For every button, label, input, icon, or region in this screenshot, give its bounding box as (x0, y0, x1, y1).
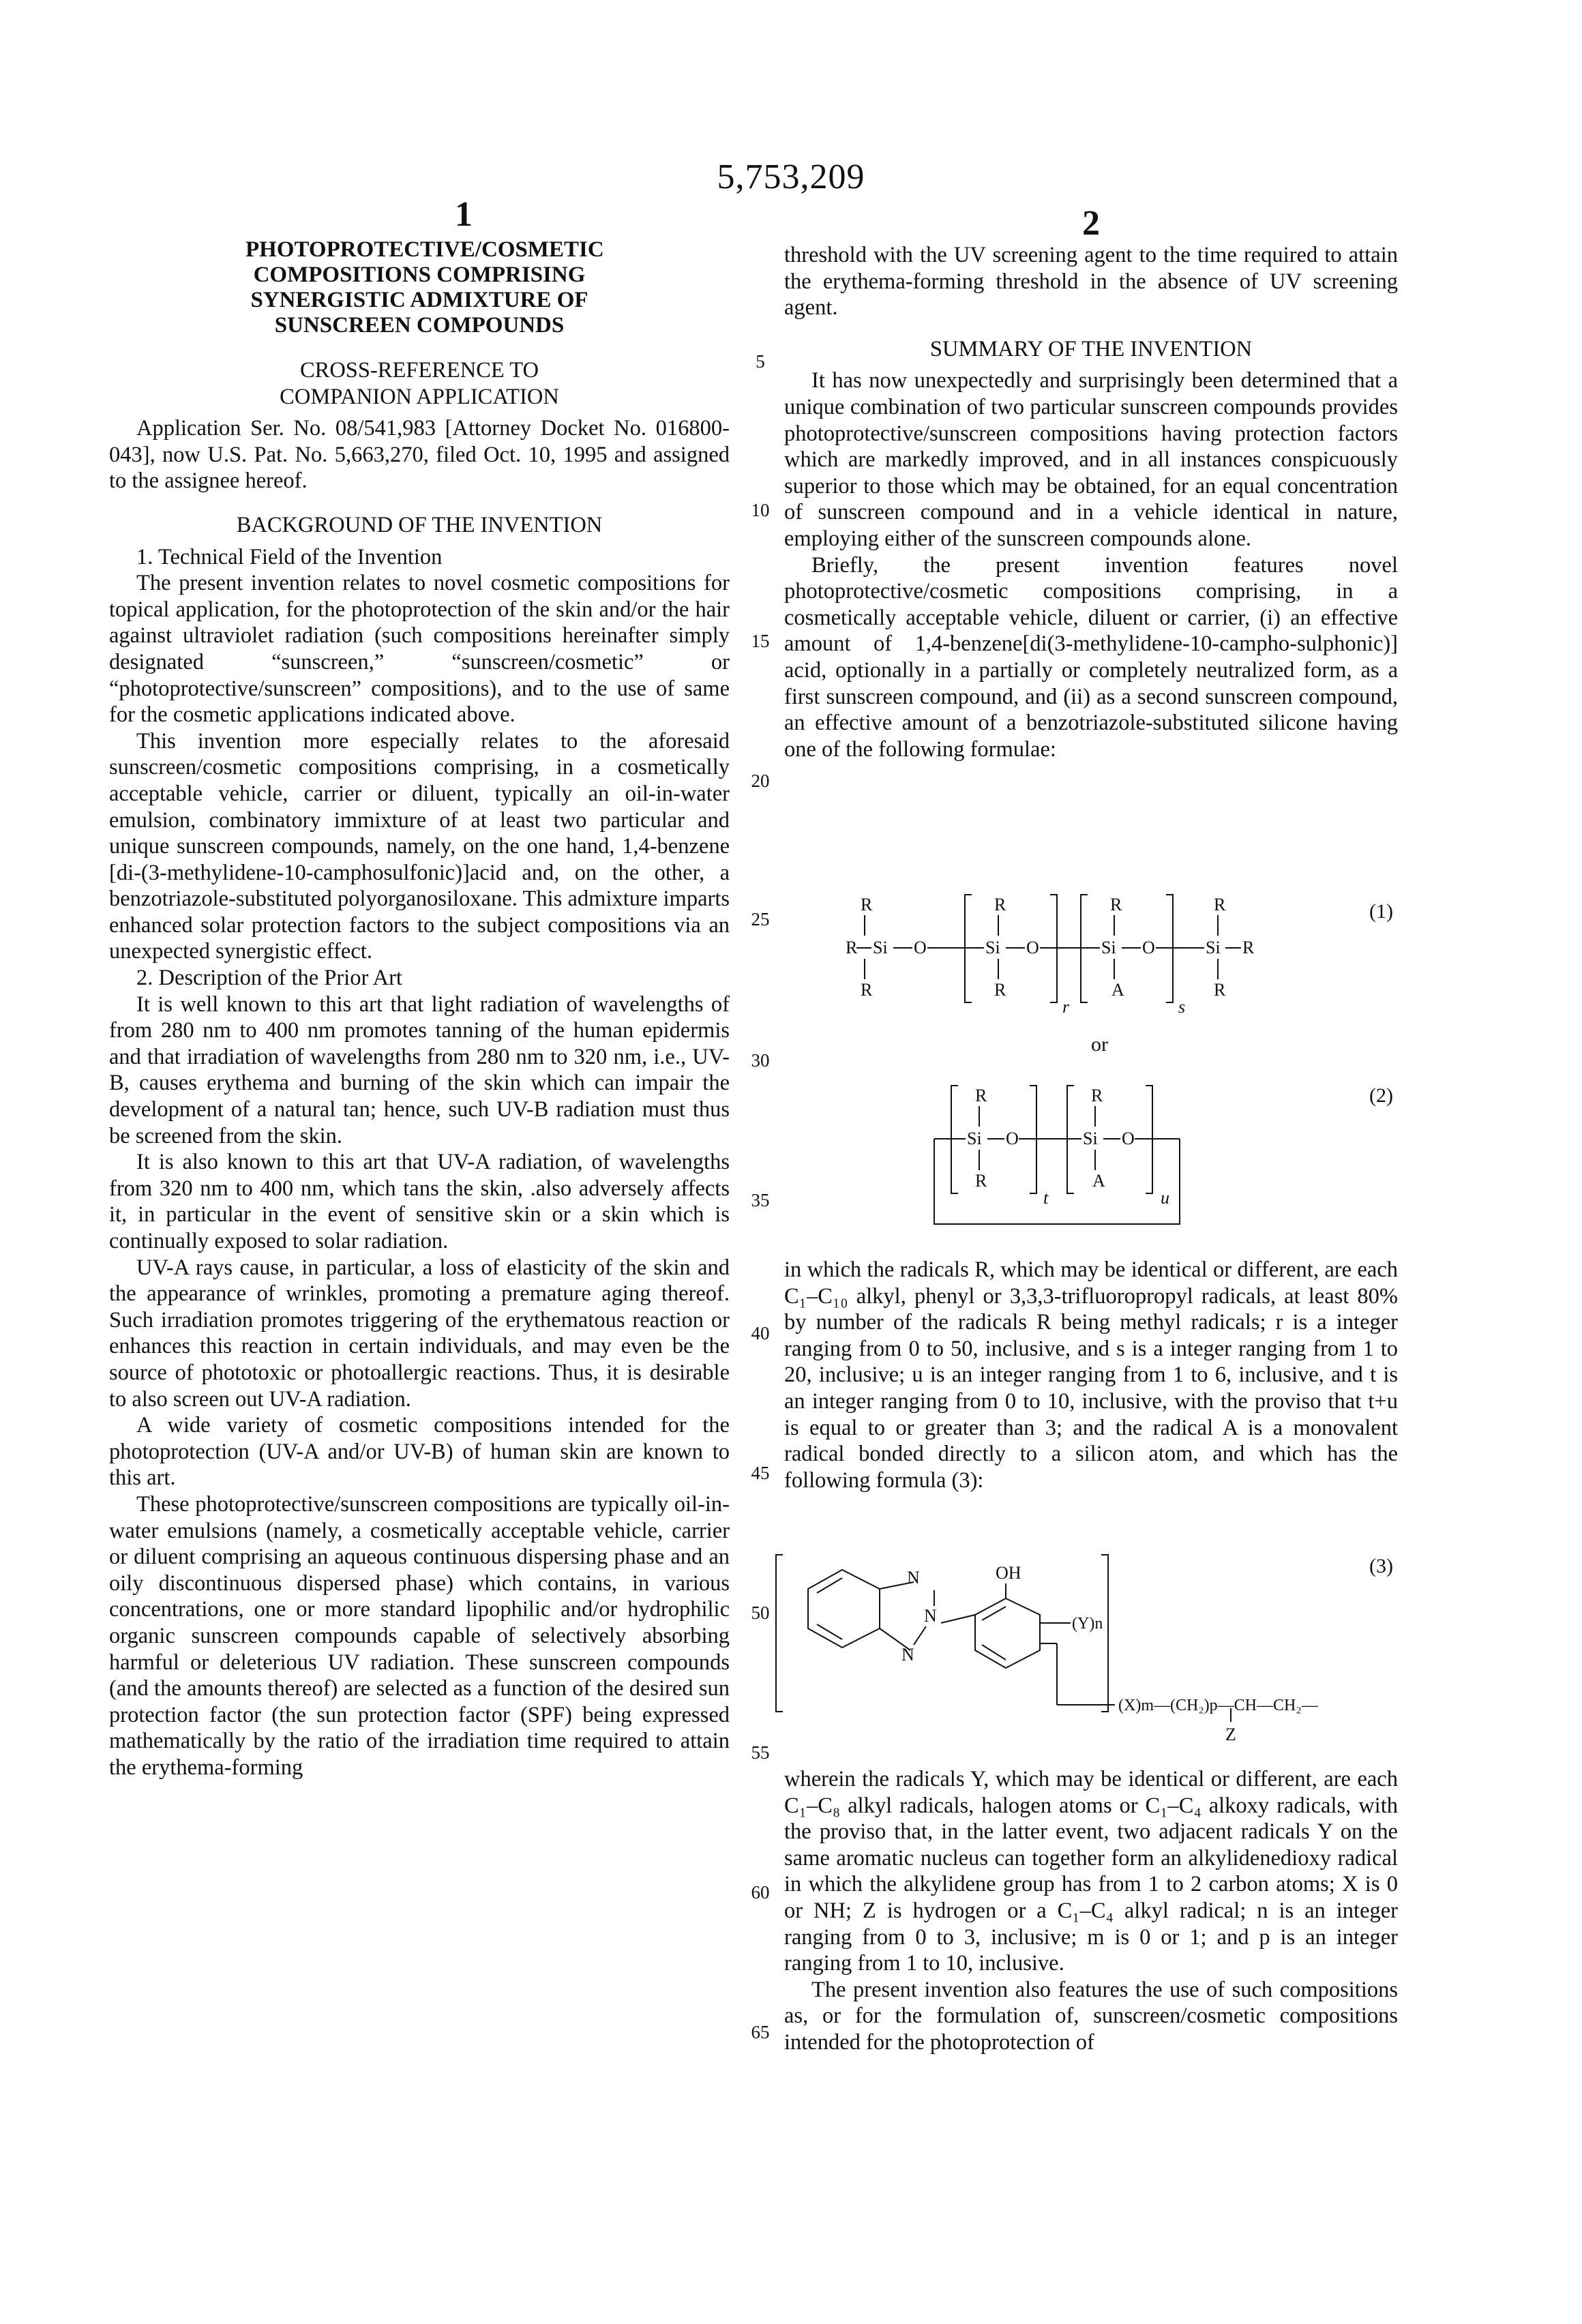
paragraph: Briefly, the present invention features novel photoprotective/cosmetic compositions comprising, in a cosmetically acceptable vehicle, diluent or carrier, (i) an effective amount of 1,4-benzene[di(3-methylidene-10-campho-sulphonic)] acid, optionally in a partially or completely neutralized form, as a first sunscreen compound, and (ii) as a second sunscreen compound, an effective amount of a benzotriazole-substituted silicone having one of the following formulae: (784, 552, 1398, 763)
line-number: 25 (740, 909, 781, 930)
formula-symbol: Si (967, 1129, 982, 1148)
formula-symbol: OH (996, 1563, 1021, 1583)
or-text: or (1091, 1033, 1108, 1056)
formula-symbol: u (1161, 1188, 1169, 1208)
right-column-middle (784, 1257, 1398, 1493)
formula-symbol: N (901, 1645, 914, 1665)
cross-reference-heading: CROSS-REFERENCE TO COMPANION APPLICATION (109, 357, 730, 410)
line-number: 40 (740, 1323, 781, 1344)
patent-title: PHOTOPROTECTIVE/COSMETIC COMPOSITIONS COMPRISING SYNERGISTIC ADMIXTURE OF SUNSCREEN COMPOUNDS (109, 237, 730, 338)
formula-symbol: (X)m—(CH₂)p—CH—CH₂— (1118, 1697, 1319, 1714)
formula-symbol: R (861, 895, 873, 914)
line-number: 20 (740, 771, 781, 792)
line-number: 30 (740, 1050, 781, 1071)
line-number: 50 (740, 1603, 781, 1624)
formula-symbol: A (1092, 1171, 1105, 1191)
prior-art-heading: 2. Description of the Prior Art (109, 965, 730, 992)
formula-symbol: R (994, 980, 1006, 1000)
left-column (109, 237, 730, 1781)
formula-3 (771, 1548, 1357, 1746)
formula-3-label: (3) (1369, 1555, 1393, 1578)
line-number: 15 (740, 631, 781, 652)
formula-symbol: N (907, 1568, 920, 1588)
cross-reference-text: Application Ser. No. 08/541,983 [Attorney Docket No. 016800-043], now U.S. Pat. No. 5,663,270, filed Oct. 10, 1995 and assigned to the assignee hereof. (109, 415, 730, 494)
formula-symbol: Si (1083, 1129, 1098, 1148)
paragraph: These photoprotective/sunscreen compositions are typically oil-in-water emulsions (namely, a cosmetically acceptable vehicle, carrier or diluent comprising an aqueous continuous dispersing phase and an oily discontinuous dispersed phase) which contains, in various concentrations, one or more standard lipophilic and/or hydrophilic organic sunscreen compounds capable of selectively absorbing harmful or deleterious UV radiation. These sunscreen compounds (and the amounts thereof) are selected as a function of the desired sun protection factor (the sun protection factor (SPF) being expressed mathematically by the ratio of the irradiation time required to attain the erythema-forming (109, 1491, 730, 1781)
line-number: 55 (740, 1742, 781, 1763)
paragraph: A wide variety of cosmetic compositions intended for the photoprotection (UV-A and/or UV-B) of human skin are known to this art. (109, 1412, 730, 1491)
paragraph: threshold with the UV screening agent to the time required to attain the erythema-forming threshold in the absence of UV screening agent. (784, 242, 1398, 321)
formula-symbol: R (1242, 938, 1255, 957)
formula-symbol: Si (1101, 938, 1116, 957)
paragraph: UV-A rays cause, in particular, a loss of elasticity of the skin and the appearance of wrinkles, promoting a premature aging thereof. Such irradiation promotes triggering of the erythematous reaction or enhances this reaction in certain individuals, and may even be the source of phototoxic or photoallergic reactions. Thus, it is desirable to also screen out UV-A radiation. (109, 1255, 730, 1413)
formula-symbol: R (861, 980, 873, 1000)
formula-symbol: A (1111, 980, 1124, 1000)
formula-2 (921, 1077, 1207, 1241)
formula-symbol: N (924, 1606, 937, 1626)
paragraph: in which the radicals R, which may be identical or different, are each C₁–C₁₀ alkyl, phenyl or 3,3,3-trifluoropropyl radicals, at least 80% by number of the radicals R being methyl radicals; r is a integer ranging from 0 to 50, inclusive, and s is a integer ranging from 1 to 20, inclusive; u is an integer ranging from 1 to 6, inclusive, and t is an integer ranging from 0 to 10, inclusive, with the proviso that t+u is equal to or greater than 3; and the radical A is a monovalent radical bonded directly to a silicon atom, and which has the following formula (3): (784, 1257, 1398, 1493)
formula-1 (846, 887, 1323, 1023)
formula-symbol: R (975, 1171, 987, 1191)
background-heading: BACKGROUND OF THE INVENTION (109, 512, 730, 539)
formula-symbol: s (1178, 997, 1185, 1017)
line-number: 65 (740, 2022, 781, 2043)
formula-symbol: r (1062, 997, 1070, 1017)
technical-field-heading: 1. Technical Field of the Invention (109, 544, 730, 571)
column-number-left: 1 (436, 194, 491, 235)
paragraph: The present invention relates to novel cosmetic compositions for topical application, for the photoprotection of the skin and/or the hair against ultraviolet radiation (such compositions hereinafter simply designated “sunscreen,” “sunscreen/cosmetic” or “photoprotective/sunscreen” compositions), and to the use of same for the cosmetic applications indicated above. (109, 570, 730, 728)
formula-symbol: Si (1206, 938, 1221, 957)
formula-symbol: O (1122, 1129, 1135, 1148)
right-column-bottom (784, 1766, 1398, 2056)
paragraph: It is also known to this art that UV-A radiation, of wavelengths from 320 nm to 400 nm, which tans the skin, .also adversely affects it, in particular in the event of sensitive skin or a skin which is continually exposed to solar radiation. (109, 1149, 730, 1254)
line-number: 35 (740, 1190, 781, 1211)
paragraph: It has now unexpectedly and surprisingly been determined that a unique combination of two particular sunscreen compounds provides photoprotective/sunscreen compositions having protection factors which are markedly improved, and in all instances conspicuously superior to those which may be obtained, for an equal concentration of sunscreen compound and in a vehicle identical in nature, employing either of the sunscreen compounds alone. (784, 368, 1398, 552)
formula-symbol: R (994, 895, 1006, 914)
formula-symbol: R (1091, 1086, 1103, 1105)
paragraph: wherein the radicals Y, which may be identical or different, are each C₁–C₈ alkyl radicals, halogen atoms or C₁–C₄ alkoxy radicals, with the proviso that, in the latter event, two adjacent radicals Y on the same aromatic nucleus can together form an alkylidenedioxy radical in which the alkylidene group has from 1 to 2 carbon atoms; X is 0 or NH; Z is hydrogen or a C₁–C₄ alkyl radical; n is an integer ranging from 0 to 3, inclusive; m is 0 or 1; and p is an integer ranging from 1 to 10, inclusive. (784, 1766, 1398, 1977)
formula-symbol: R (846, 938, 858, 957)
formula-symbol: Si (873, 938, 888, 957)
formula-symbol: O (1026, 938, 1039, 957)
line-number: 60 (740, 1882, 781, 1903)
patent-number: 5,753,209 (702, 157, 880, 197)
formula-symbol: R (975, 1086, 987, 1105)
formula-symbol: O (914, 938, 927, 957)
formula-symbol: Z (1225, 1725, 1236, 1744)
column-number-right: 2 (1064, 203, 1118, 243)
formula-symbol: O (1006, 1129, 1019, 1148)
paragraph: It is well known to this art that light radiation of wavelengths of from 280 nm to 400 nm promotes tanning of the human epidermis and that irradiation of wavelengths from 280 nm to 320 nm, i.e., UV-B, causes erythema and burning of the skin which can impair the development of a natural tan; hence, such UV-B radiation must thus be screened from the skin. (109, 992, 730, 1150)
formula-symbol: t (1043, 1188, 1049, 1208)
paragraph: This invention more especially relates to the aforesaid sunscreen/cosmetic compositions comprising, in a cosmetically acceptable vehicle, carrier or diluent, typically an oil-in-water emulsion, combinatory immixture of at least two particular and unique sunscreen compounds, namely, on the one hand, 1,4-benzene [di-(3-methylidene-10-camphosulfonic)]acid and, on the other, a benzotriazole-substituted polyorganosiloxane. This admixture imparts enhanced solar protection factors to the subject compositions via an unexpected synergistic effect. (109, 728, 730, 965)
line-number: 5 (740, 351, 781, 372)
formula-symbol: O (1142, 938, 1155, 957)
summary-heading: SUMMARY OF THE INVENTION (784, 336, 1398, 363)
formula-symbol: Si (985, 938, 1000, 957)
formula-symbol: R (1214, 895, 1226, 914)
formula-2-label: (2) (1369, 1084, 1393, 1107)
formula-symbol: R (1110, 895, 1122, 914)
formula-symbol: (Y)n (1072, 1615, 1103, 1633)
paragraph: The present invention also features the use of such compositions as, or for the formulation of, sunscreen/cosmetic compositions intended for the photoprotection of (784, 1977, 1398, 2056)
line-number: 10 (740, 500, 781, 521)
line-number: 45 (740, 1463, 781, 1484)
formula-1-label: (1) (1369, 900, 1393, 923)
formula-symbol: R (1214, 980, 1226, 1000)
right-column-top (784, 242, 1398, 762)
